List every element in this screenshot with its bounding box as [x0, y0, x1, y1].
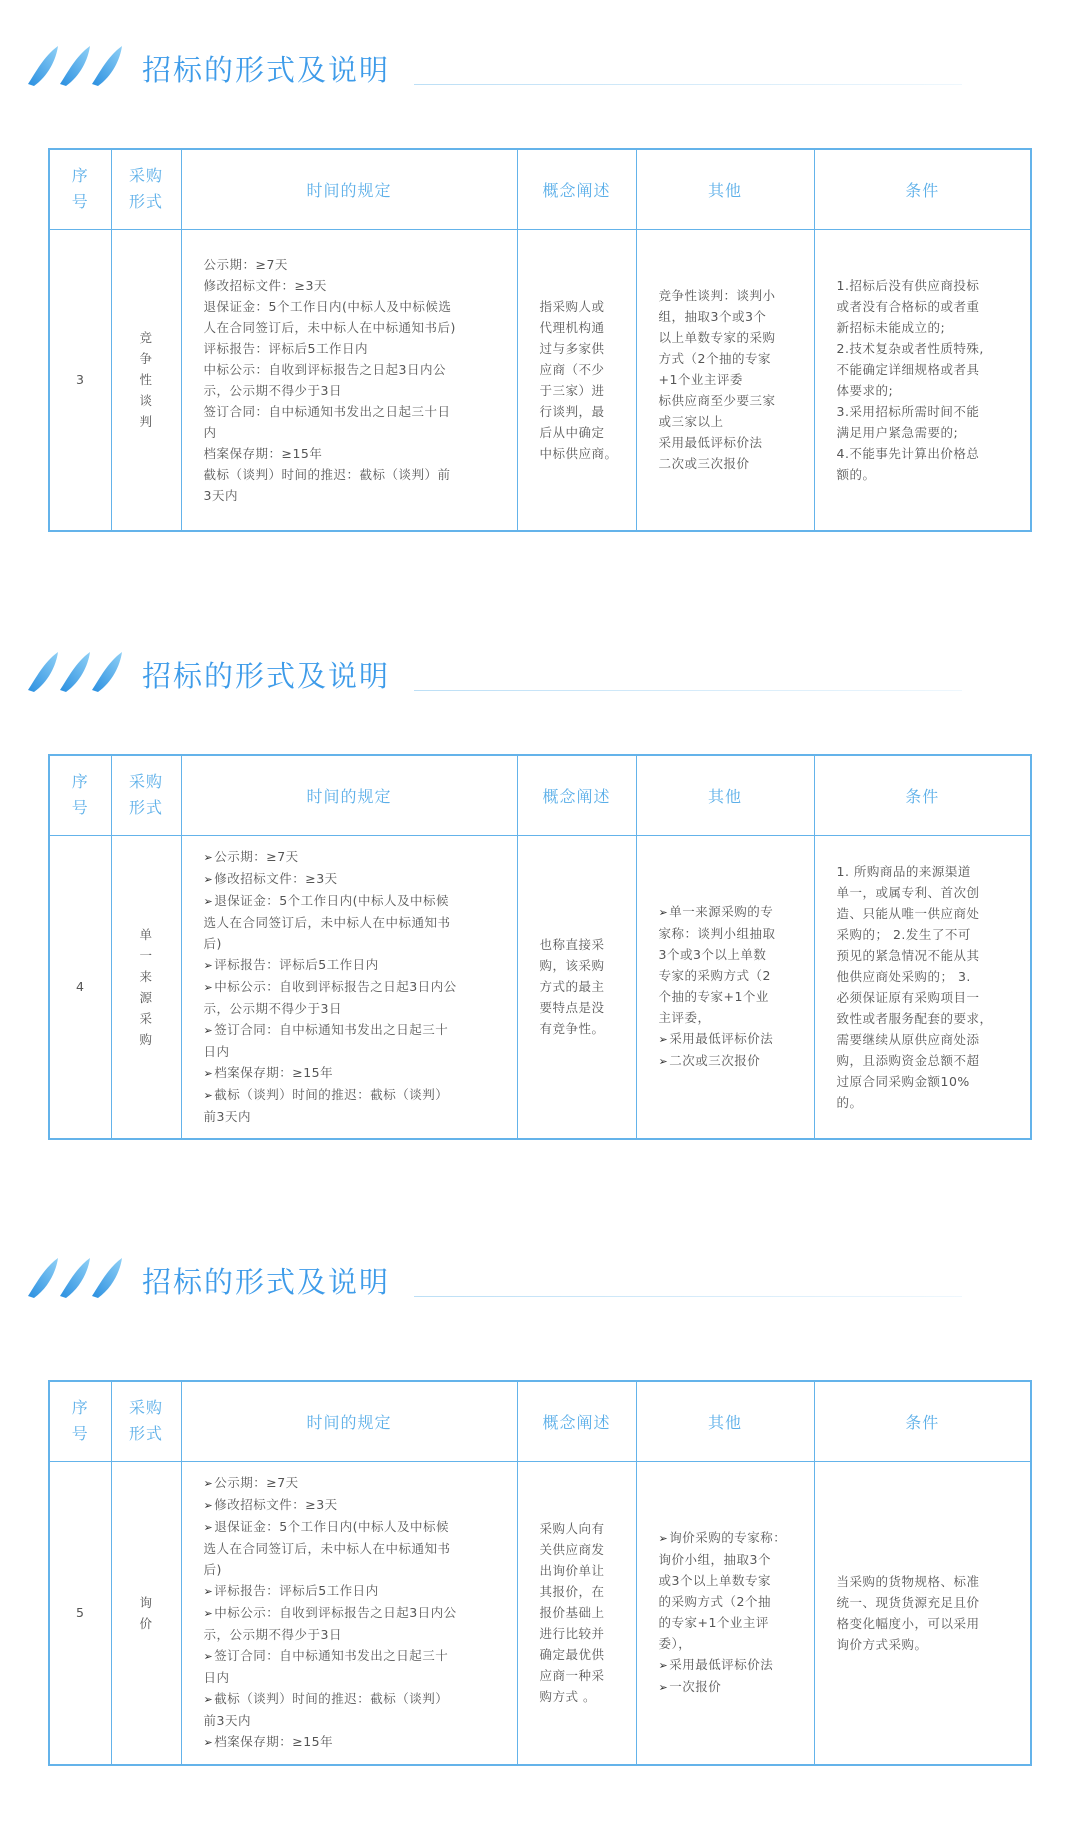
text-line: 4.不能事先计算出价格总 [836, 445, 980, 461]
text-line: ➢ 截标（谈判）时间的推迟：截标（谈判） [204, 1084, 503, 1106]
procurement-table [48, 148, 1032, 532]
text-line: ➢ 签订合同：自中标通知书发出之日起三十 [204, 1019, 503, 1041]
method-char: 价 [139, 1615, 153, 1631]
text-line: 示，公示期不得少于3日 [203, 1001, 342, 1017]
text-line: ➢ 单一来源采购的专 [659, 901, 800, 923]
text-line: ➢ 签订合同：自中标通知书发出之日起三十 [204, 1645, 503, 1667]
text-line: 确定最优供 [539, 1647, 605, 1663]
text-line: 购，且添购资金总额不超 [836, 1052, 980, 1068]
row-concept [517, 229, 636, 531]
text-line: 后) [203, 1562, 222, 1578]
text-line: 1. 所购商品的来源渠道 [836, 863, 971, 879]
text-line: 满足用户紧急需要的; [836, 424, 959, 440]
text-line: ➢ 退保证金：5个工作日内(中标人及中标候 [204, 1516, 503, 1538]
text-line: ➢ 档案保存期：≥15年 [204, 1062, 503, 1084]
text-line: 致性或者服务配套的要求， [836, 1010, 993, 1026]
text-line: 后) [203, 936, 222, 952]
header-time: 时间的规定 [181, 149, 517, 229]
header-other: 其他 [636, 1381, 814, 1461]
text-line: 应商一种采 [539, 1668, 605, 1684]
text-line: 当采购的货物规格、标准 [836, 1573, 980, 1589]
header-concept: 概念阐述 [517, 149, 636, 229]
text-line: ➢ 退保证金：5个工作日内(中标人及中标候 [204, 890, 503, 912]
text-line: 3天内 [203, 487, 238, 503]
text-line: ➢ 档案保存期：≥15年 [204, 1731, 503, 1753]
text-line: 报价基础上 [539, 1605, 605, 1621]
header-method: 采购 形式 [111, 149, 181, 229]
row-other [636, 835, 814, 1139]
text-line: 新招标未能成立的; [836, 319, 946, 335]
row-method [111, 1461, 181, 1765]
text-line: 或者没有合格标的或者重 [836, 298, 980, 314]
header-time: 时间的规定 [181, 1381, 517, 1461]
text-line: ➢ 修改招标文件：≥3天 [204, 868, 503, 890]
text-line: 过原合同采购金额10% [836, 1073, 970, 1089]
text-line: 代理机构通 [539, 319, 605, 335]
text-line: 以上单数专家的采购 [658, 330, 776, 346]
text-line: 采用最低评标价法 [658, 435, 763, 451]
text-line: ➢ 采用最低评标价法 [659, 1028, 800, 1050]
procurement-table [48, 754, 1032, 1140]
text-line: 额的。 [836, 466, 876, 482]
text-line: 体要求的; [836, 382, 894, 398]
text-line: 也称直接采 [539, 937, 605, 953]
header-concept: 概念阐述 [517, 1381, 636, 1461]
row-seq: 4 [49, 835, 111, 1139]
text-line: 前3天内 [203, 1109, 251, 1125]
header-seq: 序 号 [49, 1381, 111, 1461]
table-header-row [49, 755, 1031, 835]
row-seq: 3 [49, 229, 111, 531]
text-line: 需要继续从原供应商处添 [836, 1031, 980, 1047]
row-seq: 5 [49, 1461, 111, 1765]
method-char: 竞 [139, 330, 153, 346]
text-line: 统一、现货货源充足且价 [836, 1594, 980, 1610]
text-line: 日内 [203, 1044, 230, 1060]
text-line: 要特点是没 [539, 1000, 605, 1016]
row-condition [814, 229, 1031, 531]
header-method: 采购 形式 [111, 1381, 181, 1461]
row-other [636, 1461, 814, 1765]
method-char: 询 [139, 1594, 153, 1610]
text-line: ➢ 采用最低评标价法 [659, 1654, 800, 1676]
method-char: 判 [139, 414, 153, 430]
method-char: 谈 [139, 393, 153, 409]
header-condition: 条件 [814, 149, 1031, 229]
text-line: 方式的最主 [539, 979, 605, 995]
brand-swoosh-icon [26, 42, 126, 88]
section-header [0, 30, 1080, 100]
row-time-rules [181, 229, 517, 531]
text-line: 询价方式采购。 [836, 1636, 928, 1652]
brand-swoosh-icon [26, 1254, 126, 1300]
text-line: 日内 [203, 1670, 230, 1686]
section-title: 招标的形式及说明 [142, 659, 391, 693]
text-line: 他供应商处采购的； 3. [836, 968, 971, 984]
text-line: 前3天内 [203, 1713, 251, 1729]
text-line: ➢ 中标公示：自收到评标报告之日起3日内公 [204, 1602, 503, 1624]
text-line: ➢ 截标（谈判）时间的推迟：截标（谈判） [204, 1688, 503, 1710]
text-line: 标供应商至少要三家 [658, 393, 776, 409]
section-title: 招标的形式及说明 [142, 53, 391, 87]
text-line: 个抽的专家+1个业 [658, 989, 769, 1005]
procurement-table [48, 1380, 1032, 1766]
text-line: 必须保证原有采购项目一 [836, 989, 980, 1005]
section-title: 招标的形式及说明 [142, 1265, 391, 1299]
text-line: 选人在合同签订后，未中标人在中标通知书 [203, 1541, 451, 1557]
row-time-rules [181, 1461, 517, 1765]
table-row [49, 835, 1031, 1139]
row-concept [517, 835, 636, 1139]
text-line: 示，公示期不得少于3日 [203, 382, 342, 398]
header-concept: 概念阐述 [517, 755, 636, 835]
text-line: 档案保存期：≥15年 [203, 445, 323, 461]
row-other [636, 229, 814, 531]
text-line: 行谈判，最 [539, 403, 605, 419]
text-line: +1个业主评委 [658, 372, 743, 388]
text-line: 中标公示：自收到评标报告之日起3日内公 [203, 361, 446, 377]
text-line: 2.技术复杂或者性质特殊, [836, 340, 984, 356]
text-line: 不能确定详细规格或者具 [836, 361, 980, 377]
method-char: 源 [139, 989, 153, 1005]
text-line: 主评委， [658, 1010, 711, 1026]
divider [414, 690, 962, 691]
text-line: 公示期：≥7天 [203, 256, 288, 272]
row-concept [517, 1461, 636, 1765]
text-line: 指采购人或 [539, 298, 605, 314]
section-header [0, 1242, 1080, 1312]
text-line: 二次或三次报价 [658, 456, 750, 472]
text-line: 示，公示期不得少于3日 [203, 1627, 342, 1643]
text-line: ➢ 二次或三次报价 [659, 1050, 800, 1072]
text-line: 其报价，在 [539, 1584, 605, 1600]
text-line: 或3个以上单数专家 [658, 1573, 771, 1589]
row-condition [814, 1461, 1031, 1765]
text-line: 后从中确定 [539, 424, 605, 440]
table-header-row [49, 1381, 1031, 1461]
text-line: 或三家以上 [658, 414, 724, 430]
header-time: 时间的规定 [181, 755, 517, 835]
text-line: 3.采用招标所需时间不能 [836, 403, 980, 419]
text-line: 截标（谈判）时间的推迟：截标（谈判）前 [203, 466, 451, 482]
text-line: 委）， [658, 1636, 692, 1652]
divider [414, 84, 962, 85]
text-line: 签订合同：自中标通知书发出之日起三十日 [203, 403, 451, 419]
text-line: ➢ 修改招标文件：≥3天 [204, 1494, 503, 1516]
method-char: 采 [139, 1010, 153, 1026]
text-line: 的。 [836, 1094, 863, 1110]
text-line: 造、只能从唯一供应商处 [836, 905, 980, 921]
text-line: ➢ 公示期：≥7天 [204, 846, 503, 868]
text-line: 的采购方式（2个抽 [658, 1594, 771, 1610]
text-line: 内 [203, 424, 217, 440]
text-line: 格变化幅度小，可以采用 [836, 1615, 980, 1631]
divider [414, 1296, 962, 1297]
header-seq: 序 号 [49, 755, 111, 835]
text-line: 竞争性谈判：谈判小 [658, 288, 776, 304]
method-char: 来 [139, 968, 153, 984]
text-line: ➢ 公示期：≥7天 [204, 1472, 503, 1494]
text-line: 1.招标后没有供应商投标 [836, 277, 980, 293]
method-char: 购 [139, 1031, 153, 1047]
text-line: 于三家）进 [539, 382, 605, 398]
text-line: 采购的； 2.发生了不可 [836, 926, 971, 942]
header-condition: 条件 [814, 1381, 1031, 1461]
row-condition [814, 835, 1031, 1139]
text-line: 采购人向有 [539, 1521, 605, 1537]
text-line: 进行比较并 [539, 1626, 605, 1642]
text-line: ➢ 询价采购的专家称： [659, 1527, 800, 1549]
text-line: 预见的紧急情况不能从其 [836, 947, 980, 963]
row-time-rules [181, 835, 517, 1139]
header-other: 其他 [636, 149, 814, 229]
header-seq: 序 号 [49, 149, 111, 229]
text-line: ➢ 中标公示：自收到评标报告之日起3日内公 [204, 976, 503, 998]
text-line: 有竞争性。 [539, 1021, 605, 1037]
text-line: 评标报告：评标后5工作日内 [203, 340, 368, 356]
method-char: 性 [139, 372, 153, 388]
row-method [111, 835, 181, 1139]
text-line: 中标供应商。 [539, 445, 618, 461]
text-line: 应商（不少 [539, 361, 605, 377]
text-line: 购方式 。 [539, 1689, 596, 1705]
text-line: 询价小组，抽取3个 [658, 1552, 771, 1568]
text-line: ➢ 一次报价 [659, 1676, 800, 1698]
text-line: 购，该采购 [539, 958, 605, 974]
text-line: 选人在合同签订后，未中标人在中标通知书 [203, 915, 451, 931]
table-row [49, 1461, 1031, 1765]
header-method: 采购 形式 [111, 755, 181, 835]
header-other: 其他 [636, 755, 814, 835]
text-line: 出询价单让 [539, 1563, 605, 1579]
text-line: 过与多家供 [539, 340, 605, 356]
text-line: 家称：谈判小组抽取 [658, 926, 776, 942]
method-char: 争 [139, 351, 153, 367]
brand-swoosh-icon [26, 648, 126, 694]
text-line: 修改招标文件：≥3天 [203, 277, 327, 293]
text-line: ➢ 评标报告：评标后5工作日内 [204, 954, 503, 976]
text-line: 人在合同签订后，未中标人在中标通知书后) [203, 319, 456, 335]
header-condition: 条件 [814, 755, 1031, 835]
text-line: 关供应商发 [539, 1542, 605, 1558]
text-line: 的专家+1个业主评 [658, 1615, 769, 1631]
text-line: 3个或3个以上单数 [658, 947, 767, 963]
table-row [49, 229, 1031, 531]
method-char: 单 [139, 926, 153, 942]
method-char: 一 [139, 947, 153, 963]
text-line: 退保证金：5个工作日内(中标人及中标候选 [203, 298, 452, 314]
text-line: 专家的采购方式（2 [658, 968, 771, 984]
text-line: 组，抽取3个或3个 [658, 309, 767, 325]
text-line: 单一，或属专利、首次创 [836, 884, 980, 900]
section-header [0, 636, 1080, 706]
text-line: 方式（2个抽的专家 [658, 351, 771, 367]
text-line: ➢ 评标报告：评标后5工作日内 [204, 1580, 503, 1602]
table-header-row [49, 149, 1031, 229]
row-method [111, 229, 181, 531]
